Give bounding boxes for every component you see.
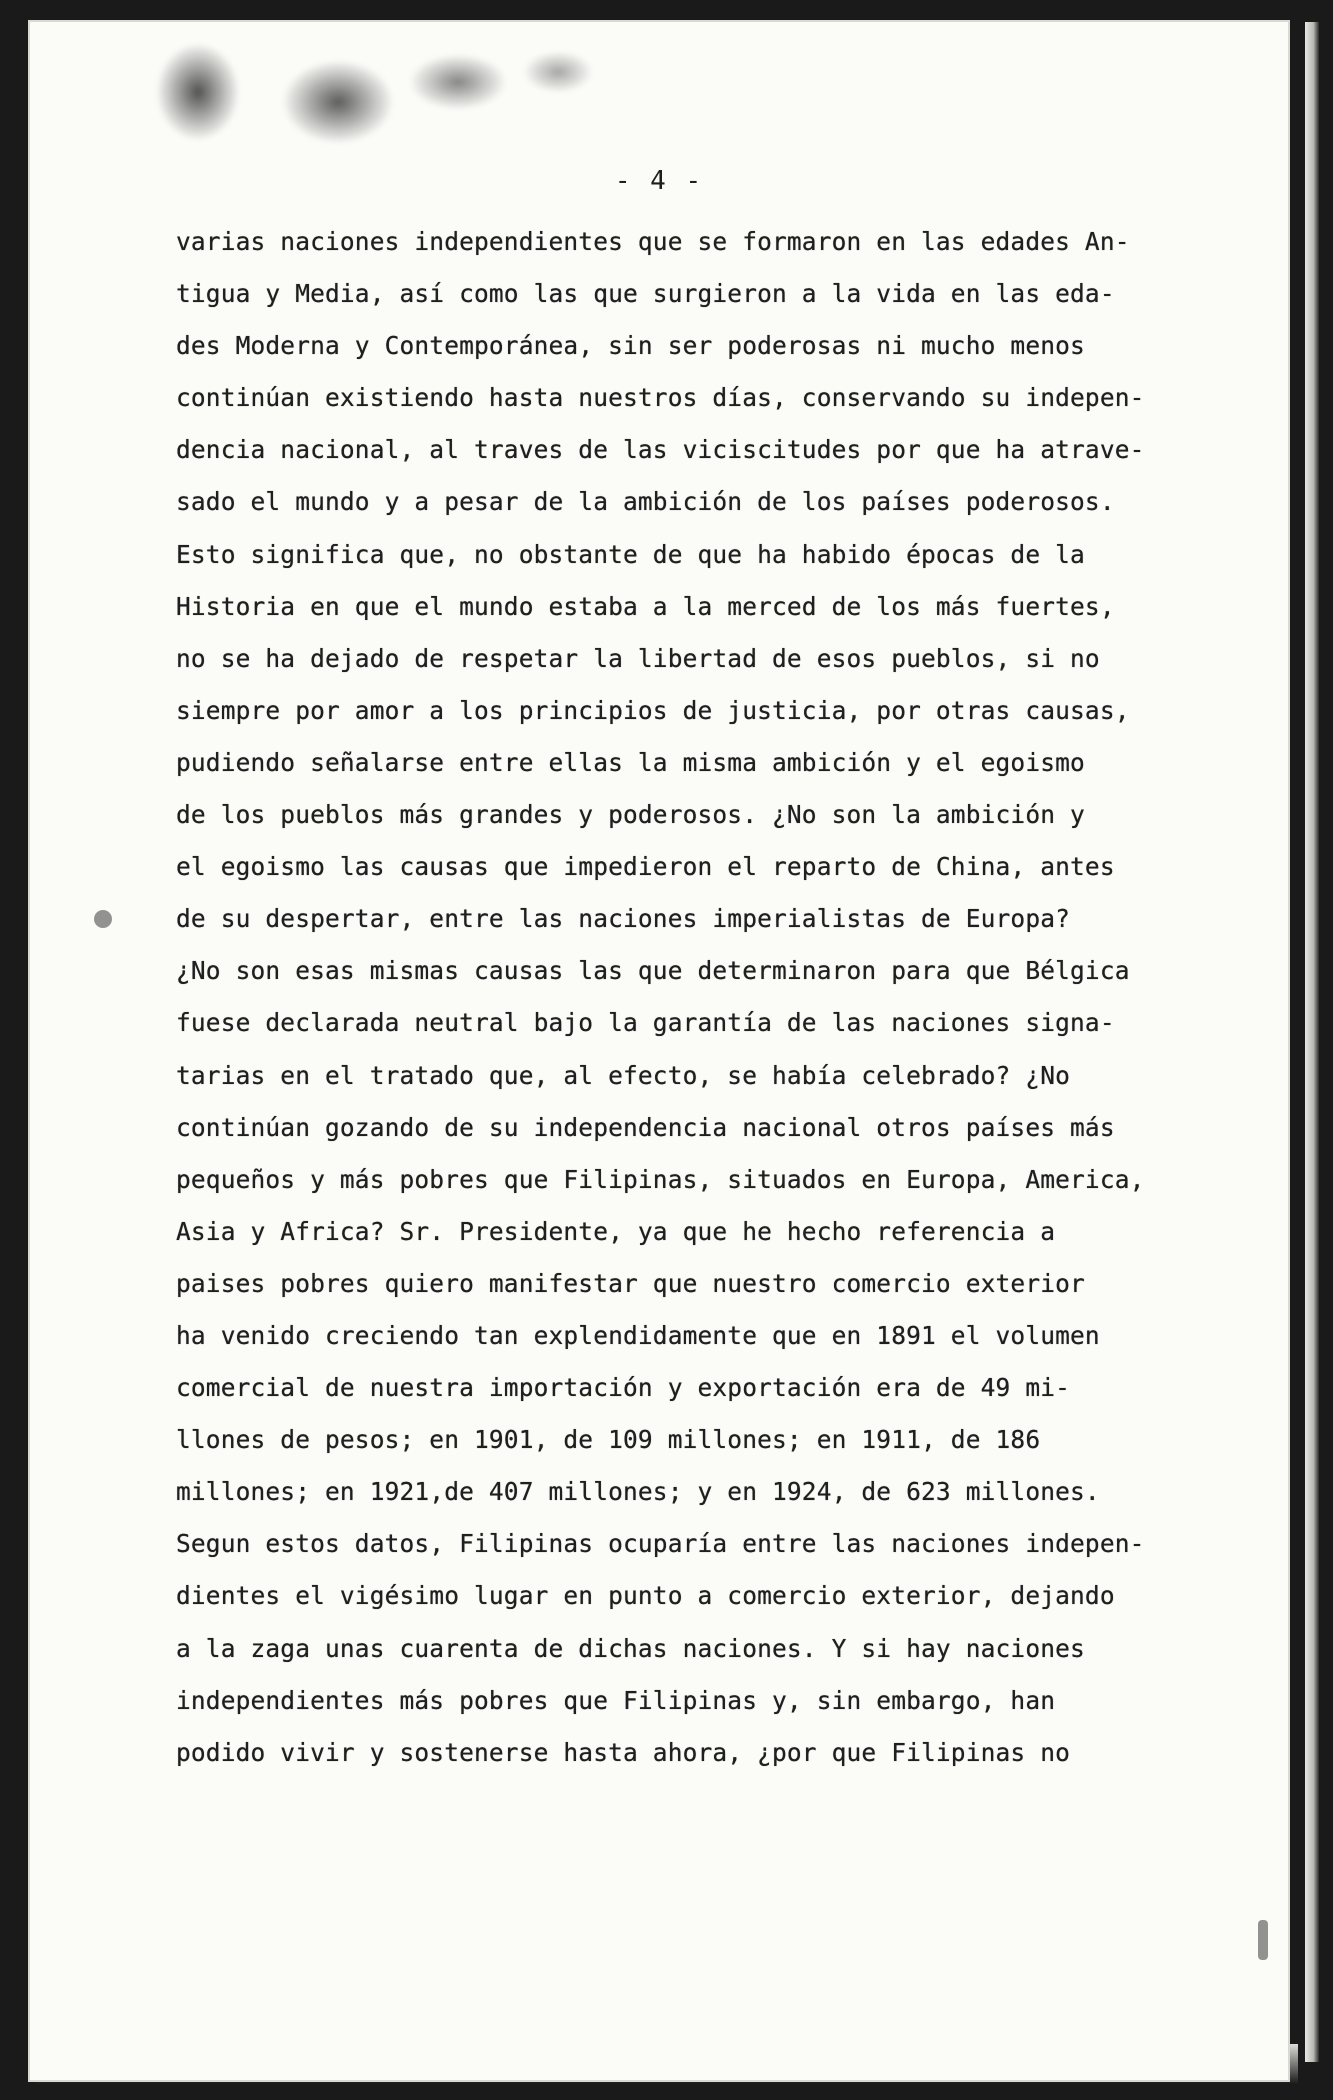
text-line: paises pobres quiero manifestar que nuestro comercio exterior bbox=[176, 1268, 1085, 1298]
text-line: siempre por amor a los principios de justicia, por otras causas, bbox=[176, 695, 1130, 725]
page-number: - 4 - bbox=[614, 166, 704, 196]
text-line: continúan gozando de su independencia nacional otros países más bbox=[176, 1112, 1115, 1142]
ink-speck bbox=[1258, 1920, 1268, 1960]
text-line: sado el mundo y a pesar de la ambición de los países poderosos. bbox=[176, 487, 1115, 517]
text-line: varias naciones independientes que se formaron en las edades An- bbox=[176, 227, 1130, 256]
text-line: comercial de nuestra importación y exportación era de 49 mi- bbox=[176, 1373, 1071, 1403]
text-line: des Moderna y Contemporánea, sin ser poderosas ni mucho menos bbox=[176, 331, 1085, 361]
text-line: pudiendo señalarse entre ellas la misma ambición y el egoismo bbox=[176, 747, 1085, 777]
text-line: pequeños y más pobres que Filipinas, situados en Europa, America, bbox=[176, 1164, 1145, 1194]
text-line: llones de pesos; en 1901, de 109 millones; en 1911, de 186 bbox=[176, 1425, 1041, 1455]
text-line: ha venido creciendo tan explendidamente que en 1891 el volumen bbox=[176, 1320, 1100, 1350]
ink-speck bbox=[94, 910, 112, 928]
text-line: dientes el vigésimo lugar en punto a comercio exterior, dejando bbox=[176, 1581, 1115, 1611]
typewritten-text bbox=[176, 216, 1236, 1779]
text-line: fuese declarada neutral bajo la garantía de las naciones signa- bbox=[176, 1008, 1115, 1038]
text-line: Segun estos datos, Filipinas ocuparía entre las naciones indepen- bbox=[176, 1529, 1145, 1559]
text-line: tigua y Media, así como las que surgieron a la vida en las eda- bbox=[176, 279, 1115, 309]
text-line: continúan existiendo hasta nuestros días, conservando su indepen- bbox=[176, 383, 1145, 413]
text-line: a la zaga unas cuarenta de dichas naciones. Y si hay naciones bbox=[176, 1633, 1085, 1663]
text-line: Esto significa que, no obstante de que ha habido épocas de la bbox=[176, 539, 1085, 569]
document-page bbox=[28, 20, 1290, 2082]
ink-stain bbox=[128, 42, 608, 162]
text-line: de los pueblos más grandes y poderosos. ¿No son la ambición y bbox=[176, 800, 1085, 830]
text-line: ¿No son esas mismas causas las que determinaron para que Bélgica bbox=[176, 956, 1130, 986]
text-line: el egoismo las causas que impedieron el reparto de China, antes bbox=[176, 852, 1115, 882]
text-line: dencia nacional, al traves de las viciscitudes por que ha atrave- bbox=[176, 435, 1145, 465]
text-line: independientes más pobres que Filipinas y, sin embargo, han bbox=[176, 1685, 1056, 1715]
page-edge bbox=[1305, 22, 1319, 2062]
text-line: de su despertar, entre las naciones imperialistas de Europa? bbox=[176, 904, 1071, 934]
text-line: no se ha dejado de respetar la libertad de esos pueblos, si no bbox=[176, 643, 1100, 673]
text-line: podido vivir y sostenerse hasta ahora, ¿por que Filipinas no bbox=[176, 1737, 1071, 1767]
text-line: Asia y Africa? Sr. Presidente, ya que he hecho referencia a bbox=[176, 1216, 1056, 1246]
text-line: Historia en que el mundo estaba a la merced de los más fuertes, bbox=[176, 591, 1115, 621]
text-line: millones; en 1921,de 407 millones; y en 1924, de 623 millones. bbox=[176, 1477, 1100, 1507]
text-line: tarias en el tratado que, al efecto, se había celebrado? ¿No bbox=[176, 1060, 1071, 1090]
